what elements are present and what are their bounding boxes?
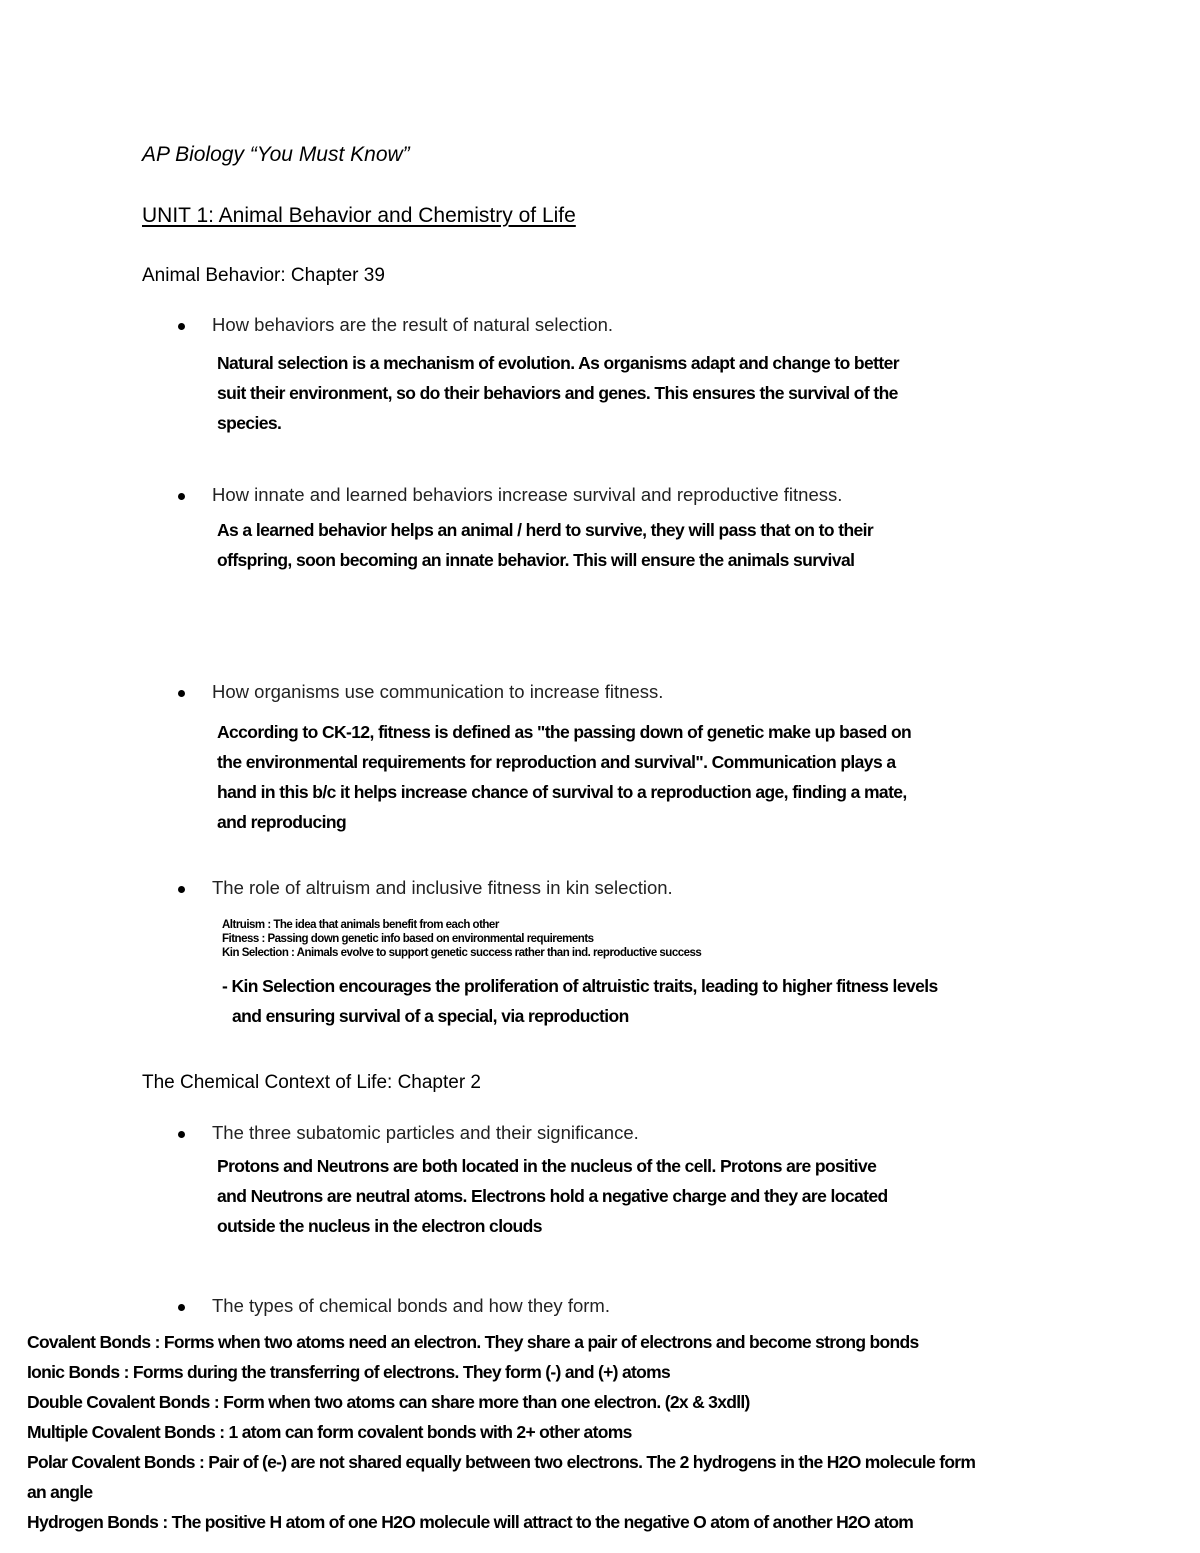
section-heading-chemical-context: The Chemical Context of Life: Chapter 2 [142, 1072, 482, 1093]
bullet-icon [178, 886, 185, 893]
question-chemical-bonds: The types of chemical bonds and how they form. [212, 1295, 610, 1316]
section-heading-animal-behavior: Animal Behavior: Chapter 39 [142, 265, 385, 286]
definitions-small-text: Altruism : The idea that animals benefit from each other Fitness : Passing down genetic info based on environmental requirements Kin Selection : Animals evolve to support genetic success rather than ind. reproductive success [222, 919, 702, 959]
answer-kin-selection: - Kin Selection encourages the proliferation of altruistic traits, leading to higher fitness levels and ensuring survival of a special, via reproduction [222, 976, 938, 1026]
unit-heading: UNIT 1: Animal Behavior and Chemistry of Life [142, 204, 576, 227]
document-title: AP Biology “You Must Know” [142, 143, 410, 166]
question-natural-selection: How behaviors are the result of natural selection. [212, 314, 614, 335]
answer-innate-learned: As a learned behavior helps an animal / herd to survive, they will pass that on to their offspring, soon becoming an innate behavior. This will ensure the animals survival [217, 520, 874, 570]
bullet-icon [178, 1304, 185, 1311]
bullet-icon [178, 690, 185, 697]
question-communication: How organisms use communication to increase fitness. [212, 681, 664, 702]
question-subatomic: The three subatomic particles and their significance. [212, 1122, 639, 1143]
bullet-icon [178, 323, 185, 330]
bullet-icon [178, 1131, 185, 1138]
answer-chemical-bonds: Covalent Bonds : Forms when two atoms need an electron. They share a pair of electrons and become strong bonds Ionic Bonds : Forms during the transferring of electrons. They form (-) and (+) atoms Double Covalent Bonds : Form when two atoms can share more than one electron. (2x & 3xdll) Multiple Covalent Bonds : 1 atom can form covalent bonds with 2+ other atoms Polar Covalent Bonds : Pair of (e-) are not shared equally between two electrons. The 2 hydrogens in the H2O molecule form an angle Hydrogen Bonds : The positive H atom of one H2O molecule will attract to the negative O atom of another H2O atom [27, 1332, 976, 1532]
question-innate-learned: How innate and learned behaviors increase survival and reproductive fitness. [212, 484, 843, 505]
question-altruism: The role of altruism and inclusive fitness in kin selection. [212, 877, 673, 898]
answer-communication: According to CK-12, fitness is defined as "the passing down of genetic make up based on the environmental requirements for reproduction and survival". Communication plays a hand in this b/c it helps increase chance of survival to a reproduction age, finding a mate, and reproducing [217, 722, 912, 832]
bullet-icon [178, 493, 185, 500]
answer-subatomic: Protons and Neutrons are both located in the nucleus of the cell. Protons are positive and Neutrons are neutral atoms. Electrons hold a negative charge and they are located outside the nucleus in the electron clouds [217, 1156, 888, 1236]
answer-natural-selection: Natural selection is a mechanism of evolution. As organisms adapt and change to better suit their environment, so do their behaviors and genes. This ensures the survival of the species. [217, 353, 899, 433]
